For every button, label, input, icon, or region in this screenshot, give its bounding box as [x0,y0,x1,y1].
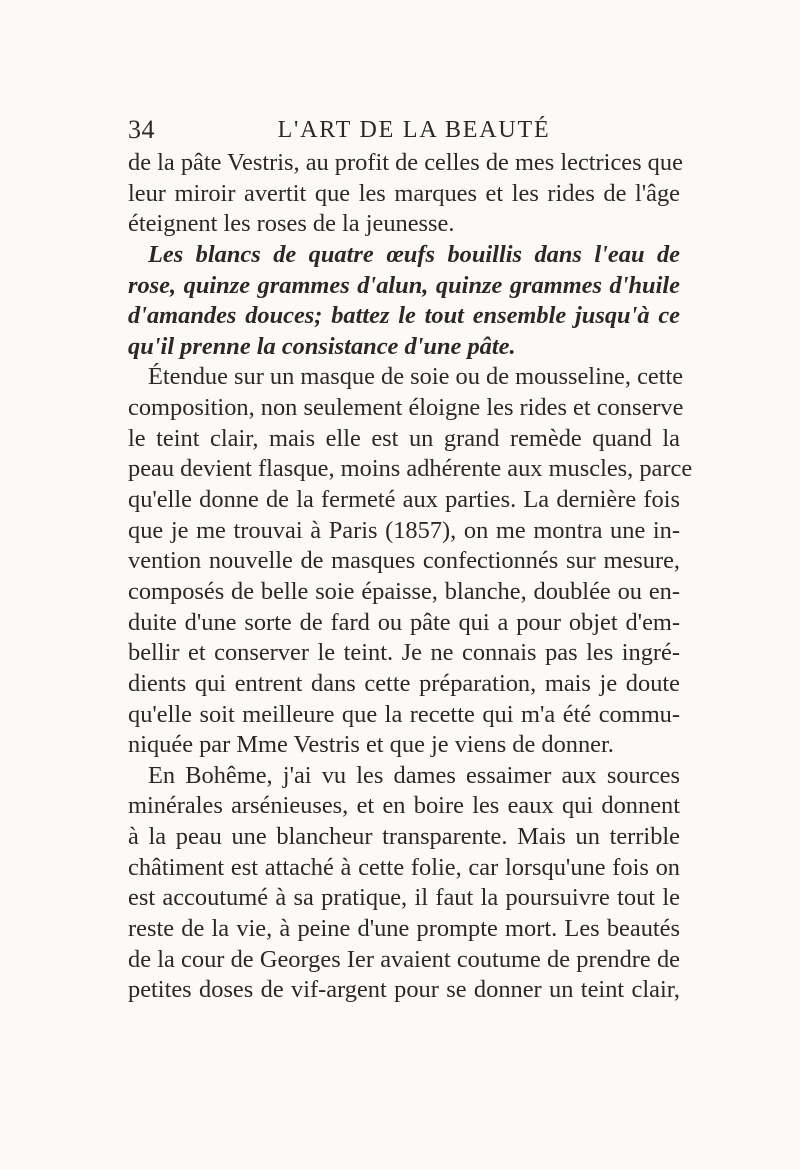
text-line: le teint clair, mais elle est un grand remède quand la [128,424,680,452]
text-line: de la pâte Vestris, au profit de celles de mes lectrices que [128,149,683,176]
text-line: qu'elle donne de la fermeté aux parties. La dernière fois [128,486,680,514]
page-number: 34 [128,115,155,144]
text-line: éteignent les roses de la jeunesse. [128,210,455,238]
text-line: Étendue sur un masque de soie ou de mousseline, cette [148,363,684,391]
text-line: niquée par Mme Vestris et que je viens de donner. [128,731,614,759]
text-line: duite d'une sorte de fard ou pâte qui a pour objet d'em- [128,608,680,636]
text-line: est accoutumé à sa pratique, il faut la poursuivre tout le [128,884,680,912]
recipe-line: Les blancs de quatre œufs bouillis dans l'eau de [148,240,680,268]
running-head [128,112,680,148]
book-title: L'ART DE LA BEAUTÉ [277,117,551,143]
text-line: minérales arsénieuses, et en boire les eaux qui donnent [128,792,680,820]
text-line: à la peau une blancheur transparente. Mais un terrible [128,823,680,851]
recipe-line: d'amandes douces; battez le tout ensemble jusqu'à ce [128,302,680,330]
text-line: peau devient flasque, moins adhérente aux muscles, parce [128,455,693,483]
text-line: bellir et conserver le teint. Je ne connais pas les ingré- [128,639,680,667]
text-line: de la cour de Georges Ier avaient coutume de prendre de [128,945,680,973]
text-line: que je me trouvai à Paris (1857), on me montra une in- [128,516,680,544]
text-line: châtiment est attaché à cette folie, car lorsqu'une fois on [128,853,680,881]
body-text [128,148,693,1006]
recipe-line: qu'il prenne la consistance d'une pâte. [128,332,516,360]
text-line: reste de la vie, à peine d'une prompte mort. Les beautés [128,915,680,943]
text-line: composés de belle soie épaisse, blanche, doublée ou en- [128,577,680,605]
recipe-line: rose, quinze grammes d'alun, quinze grammes d'huile [128,271,680,299]
text-line: vention nouvelle de masques confectionnés sur mesure, [128,547,680,575]
text-line: qu'elle soit meilleure que la recette qui m'a été commu- [128,700,680,728]
text-line: leur miroir avertit que les marques et les rides de l'âge [128,179,680,207]
text-line: petites doses de vif-argent pour se donner un teint clair, [128,976,680,1004]
text-line: composition, non seulement éloigne les rides et conserve [128,394,684,422]
text-line: En Bohême, j'ai vu les dames essaimer aux sources [148,761,680,789]
text-line: dients qui entrent dans cette préparation, mais je doute [128,669,680,697]
